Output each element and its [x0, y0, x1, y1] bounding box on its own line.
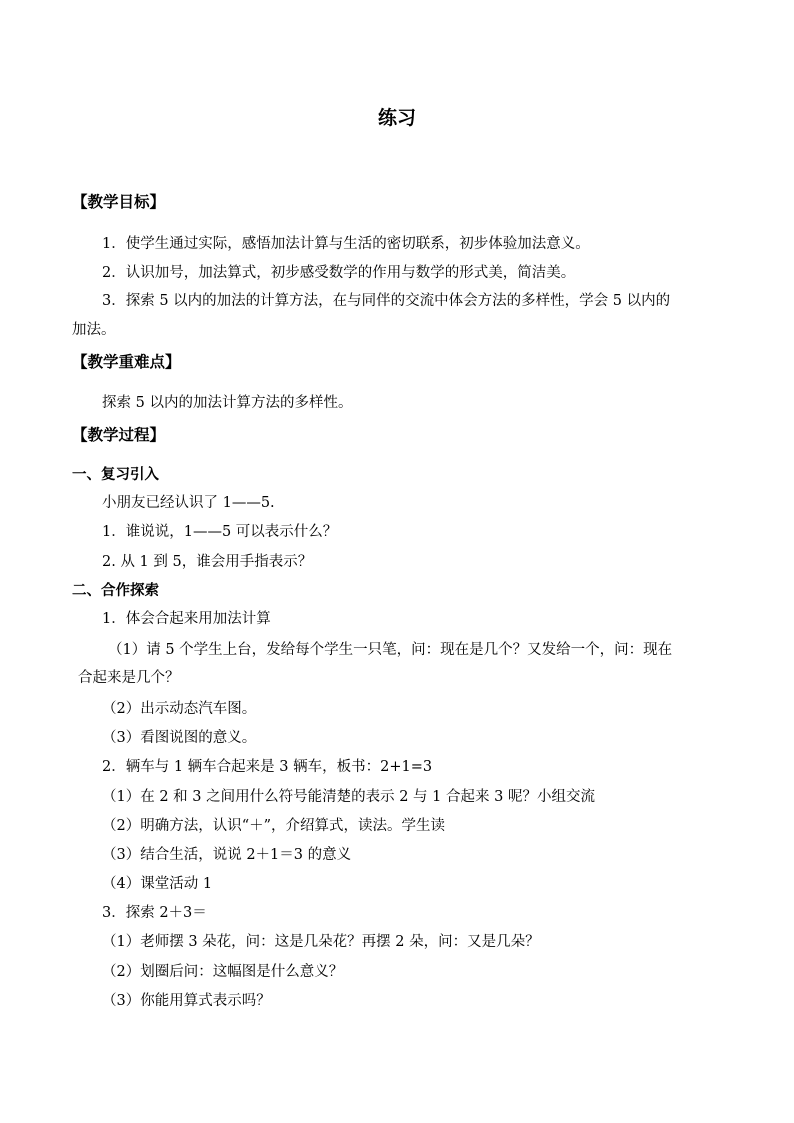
part1-question-2: 2. 从 1 到 5，谁会用手指表示？: [102, 554, 313, 570]
objective-item-3-cont: 加法。: [72, 322, 116, 338]
part2-step-2-4: （4）课堂活动 1: [102, 876, 213, 892]
process-heading: 【教学过程】: [72, 425, 166, 444]
part1-heading: 一、复习引入: [72, 466, 159, 483]
part2-step-1-3: （3）看图说图的意义。: [102, 730, 257, 746]
part1-intro: 小朋友已经认识了 1——5.: [102, 495, 275, 511]
objective-item-1: 1．使学生通过实际，感悟加法计算与生活的密切联系，初步体验加法意义。: [102, 236, 590, 252]
part2-step-2: 2．辆车与 1 辆车合起来是 3 辆车，板书：2+1=3: [102, 759, 433, 775]
part2-step-3: 3．探索 2＋3＝: [102, 905, 207, 921]
part2-heading: 二、合作探索: [72, 582, 159, 599]
document-title: 练习: [377, 107, 416, 129]
objectives-heading: 【教学目标】: [72, 192, 166, 211]
part2-step-1-2: （2）出示动态汽车图。: [102, 701, 257, 717]
objective-item-2: 2．认识加号，加法算式，初步感受数学的作用与数学的形式美，简洁美。: [102, 265, 576, 281]
part2-step-3-2: （2）划圈后问：这幅图是什么意义？: [102, 964, 344, 980]
key-points-text: 探索 5 以内的加法计算方法的多样性。: [102, 395, 353, 411]
part2-step-2-2: （2）明确方法，认识“＋”，介绍算式，读法。学生读: [102, 818, 446, 834]
part2-step-1-1-cont: 合起来是几个？: [78, 670, 180, 686]
part2-step-2-3: （3）结合生活，说说 2＋1＝3 的意义: [102, 847, 352, 863]
part2-step-3-3: （3）你能用算式表示吗？: [102, 993, 271, 1009]
objective-item-3: 3．探索 5 以内的加法的计算方法，在与同伴的交流中体会方法的多样性，学会 5 以内的: [102, 293, 671, 309]
part2-step-3-1: （1）老师摆 3 朵花，问：这是几朵花？再摆 2 朵，问：又是几朵？: [102, 934, 540, 950]
key-points-heading: 【教学重难点】: [72, 352, 181, 371]
part2-step-2-1: （1）在 2 和 3 之间用什么符号能清楚的表示 2 与 1 合起来 3 呢？小组交流: [102, 789, 595, 805]
part2-step-1: 1．体会合起来用加法计算: [102, 611, 271, 627]
part2-step-1-1: （1）请 5 个学生上台，发给每个学生一只笔，问：现在是几个？又发给一个，问：现在: [108, 642, 673, 658]
part1-question-1: 1．谁说说，1——5 可以表示什么？: [102, 524, 338, 540]
